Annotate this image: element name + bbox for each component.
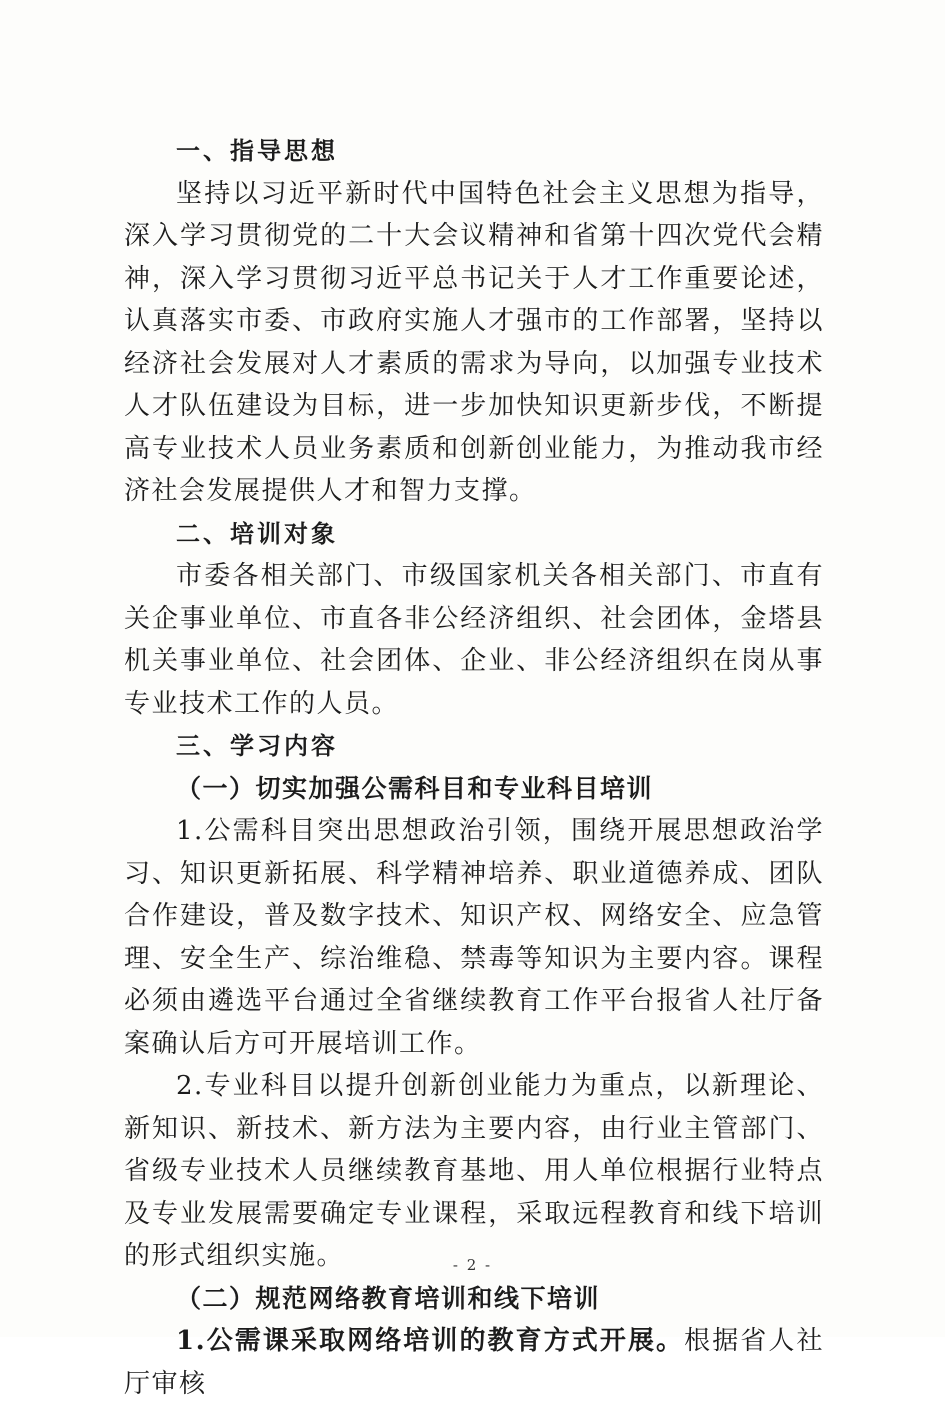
paragraph-online-training-text: 根据省人社厅审核 <box>124 1326 824 1399</box>
section-title-training-targets: 二、培训对象 <box>176 519 338 548</box>
section-title-guiding-ideology: 一、指导思想 <box>176 137 338 165</box>
paragraph-guiding-ideology: 坚持以习近平新时代中国特色社会主义思想为指导，深入学习贯彻党的二十大会议精神和省第十四次党代会精神，深入学习贯彻习近平总书记关于人才工作重要论述，认真落实市委、市政府实施人才强市的工作部署，坚持以经济社会发展对人才素质的需求为导向，以加强专业技术人才队伍建设为目标，进一步加快知识更新步伐，不断提高专业技术人员业务素质和创新创业能力，为推动我市经济社会发展提供人才和智力支撑。 <box>124 178 824 506</box>
section-title-learning-content: 三、学习内容 <box>176 732 338 760</box>
paragraph-training-targets: 市委各相关部门、市级国家机关各相关部门、市直有关企事业单位、市直各非公经济组织、社会团体，金塔县机关事业单位、社会团体、企业、非公经济组织在岗从事专业技术工作的人员。 <box>124 561 824 719</box>
paragraph-online-training <box>124 1320 824 1405</box>
document-body <box>124 130 824 1405</box>
paragraph-professional-subjects: 2.专业科目以提升创新创业能力为重点，以新理论、新知识、新技术、新方法为主要内容，由行业主管部门、省级专业技术人员继续教育基地、用人单位根据行业特点及专业发展需要确定专业课程，采取远程教育和线下培训的形式组织实施。 <box>124 1071 824 1271</box>
subsection-title-2: （二）规范网络教育培训和线下培训 <box>176 1283 601 1313</box>
page-number: - 2 - <box>452 1256 493 1274</box>
paragraph-online-training-lead: 1.公需课采取网络培训的教育方式开展。 <box>176 1326 685 1356</box>
subsection-title-1: （一）切实加强公需科目和专业科目培训 <box>176 773 654 803</box>
paragraph-public-subjects: 1.公需科目突出思想政治引领，围绕开展思想政治学习、知识更新拓展、科学精神培养、职业道德养成、团队合作建设，普及数字技术、知识产权、网络安全、应急管理、安全生产、综治维稳、禁毒等知识为主要内容。课程必须由遴选平台通过全省继续教育工作平台报省人社厅备案确认后方可开展培训工作。 <box>124 816 824 1059</box>
